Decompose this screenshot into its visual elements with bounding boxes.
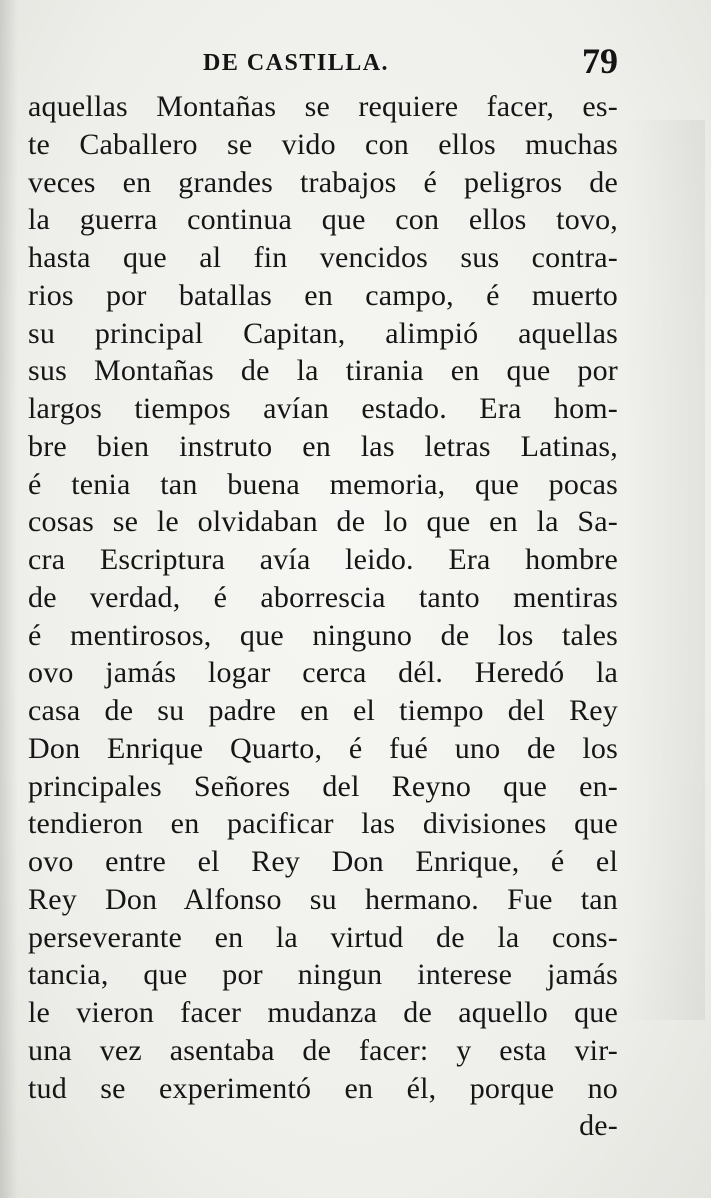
text-line: una vez asentaba de facer: y esta vir- bbox=[28, 1033, 618, 1067]
page-gutter-shadow bbox=[0, 0, 18, 1198]
text-line: le vieron facer mudanza de aquello que bbox=[28, 996, 618, 1029]
running-head: DE CASTILLA. bbox=[203, 50, 390, 76]
text-line: de verdad, é aborrescia tanto mentiras bbox=[28, 580, 618, 614]
show-through-shading bbox=[625, 120, 705, 1020]
text-line: bre bien instruto en las letras Latinas, bbox=[28, 429, 618, 463]
text-line: su principal Capitan, alimpió aquellas bbox=[28, 316, 618, 350]
page-header bbox=[28, 42, 618, 86]
catchword: de- bbox=[579, 1109, 618, 1143]
text-line: aquellas Montañas se requiere facer, es- bbox=[28, 90, 618, 123]
text-line: rios por batallas en campo, é muerto bbox=[28, 278, 618, 312]
text-line: Rey Don Alfonso su hermano. Fue tan bbox=[28, 882, 618, 916]
body-text bbox=[28, 88, 618, 1145]
text-line: veces en grandes trabajos é peligros de bbox=[28, 165, 618, 199]
text-line: é mentirosos, que ninguno de los tales bbox=[28, 618, 618, 652]
text-line: hasta que al fin vencidos sus contra- bbox=[28, 241, 618, 274]
text-line: tud se experimentó en él, porque no bbox=[28, 1071, 618, 1105]
text-line: largos tiempos avían estado. Era hom- bbox=[28, 392, 618, 425]
text-line: tendieron en pacificar las divisiones que bbox=[28, 807, 618, 841]
text-line: Don Enrique Quarto, é fué uno de los bbox=[28, 731, 618, 765]
text-line: sus Montañas de la tirania en que por bbox=[28, 354, 618, 388]
text-line: perseverante en la virtud de la cons- bbox=[28, 920, 618, 954]
text-line: cra Escriptura avía leido. Era hombre bbox=[28, 543, 618, 576]
text-line: te Caballero se vido con ellos muchas bbox=[28, 127, 618, 161]
text-line: la guerra continua que con ellos tovo, bbox=[28, 203, 618, 237]
text-line: ovo entre el Rey Don Enrique, é el bbox=[28, 845, 618, 878]
text-line: ovo jamás logar cerca dél. Heredó la bbox=[28, 656, 618, 690]
page-number: 79 bbox=[582, 41, 618, 81]
text-line: tancia, que por ningun interese jamás bbox=[28, 958, 618, 992]
text-line: casa de su padre en el tiempo del Rey bbox=[28, 694, 618, 727]
text-line: é tenia tan buena memoria, que pocas bbox=[28, 467, 618, 501]
text-line: cosas se le olvidaban de lo que en la Sa- bbox=[28, 505, 618, 539]
text-line: principales Señores del Reyno que en- bbox=[28, 769, 618, 803]
